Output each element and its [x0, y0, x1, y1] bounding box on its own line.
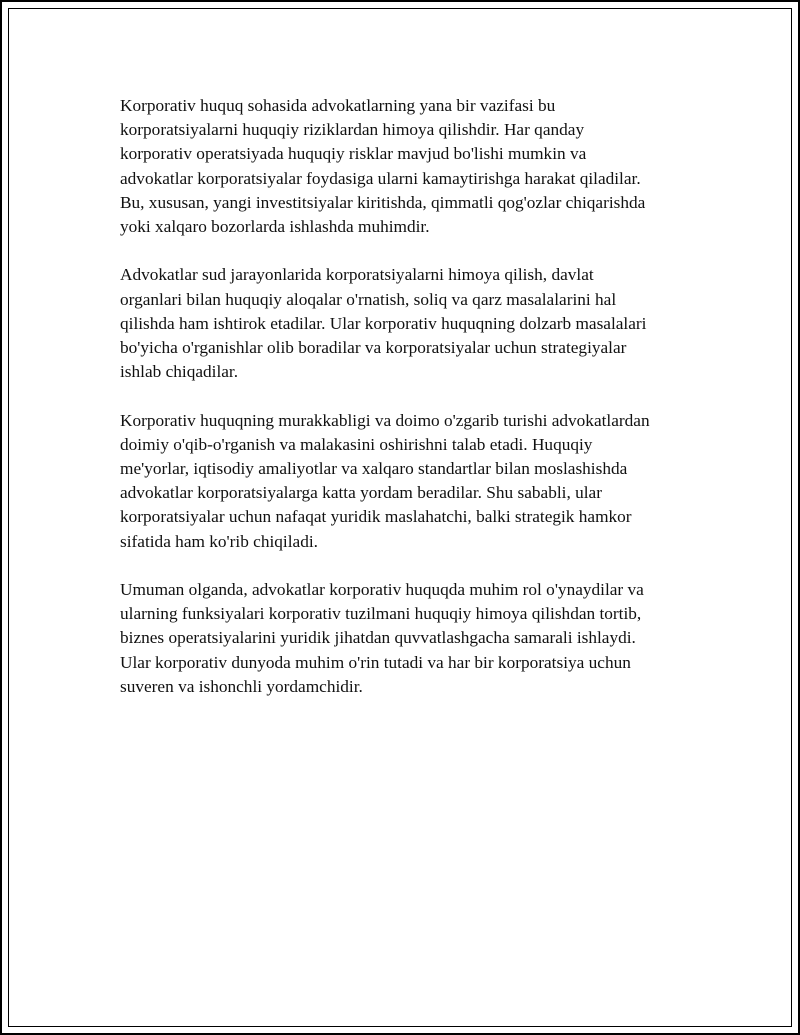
text-line: Advokatlar sud jarayonlarida korporatsiyalarni himoya qilish, davlat [120, 265, 594, 285]
text-line: qilishda ham ishtirok etadilar. Ular korporativ huquqning dolzarb masalalari [120, 313, 647, 333]
text-line: ularning funksiyalari korporativ tuzilmani huquqiy himoya qilishdan tortib, [120, 604, 642, 624]
text-line: advokatlar korporatsiyalar foydasiga ularni kamaytirishga harakat qiladilar. [120, 168, 641, 188]
text-line: Umuman olganda, advokatlar korporativ huquqda muhim rol o'ynaydilar va [120, 580, 644, 600]
text-line: me'yorlar, iqtisodiy amaliyotlar va xalqaro standartlar bilan moslashishda [120, 459, 628, 479]
text-line: korporativ operatsiyada huquqiy risklar mavjud bo'lishi mumkin va [120, 144, 587, 164]
text-line: advokatlar korporatsiyalarga katta yordam beradilar. Shu sababli, ular [120, 483, 602, 503]
text-line: Korporativ huquq sohasida advokatlarning yana bir vazifasi bu [120, 96, 556, 115]
text-line: sifatida ham ko'rib chiqiladi. [120, 531, 318, 551]
text-line: korporatsiyalar uchun nafaqat yuridik maslahatchi, balki strategik hamkor [120, 507, 632, 527]
text-line: organlari bilan huquqiy aloqalar o'rnatish, soliq va qarz masalalarini hal [120, 289, 617, 309]
text-line: biznes operatsiyalarini yuridik jihatdan quvvatlashgacha samarali ishlaydi. [120, 628, 636, 648]
text-line: doimiy o'qib-o'rganish va malakasini oshirishni talab etadi. Huquqiy [120, 434, 593, 454]
text-line: korporatsiyalarni huquqiy riziklardan himoya qilishdir. Har qanday [120, 120, 585, 140]
document-body [120, 94, 700, 723]
text-line: ishlab chiqadilar. [120, 362, 239, 382]
text-line: Korporativ huquqning murakkabligi va doimo o'zgarib turishi advokatlardan [120, 410, 650, 430]
paragraph-1 [120, 94, 700, 239]
paragraph-4 [120, 578, 700, 699]
text-line: suveren va ishonchli yordamchidir. [120, 676, 363, 696]
paragraph-2 [120, 263, 700, 384]
text-line: Bu, xususan, yangi investitsiyalar kiritishda, qimmatli qog'ozlar chiqarishda [120, 192, 646, 212]
text-line: yoki xalqaro bozorlarda ishlashda muhimdir. [120, 217, 430, 237]
text-line: Ular korporativ dunyoda muhim o'rin tutadi va har bir korporatsiya uchun [120, 652, 631, 672]
text-line: bo'yicha o'rganishlar olib boradilar va korporatsiyalar uchun strategiyalar [120, 338, 627, 358]
paragraph-3 [120, 409, 700, 554]
